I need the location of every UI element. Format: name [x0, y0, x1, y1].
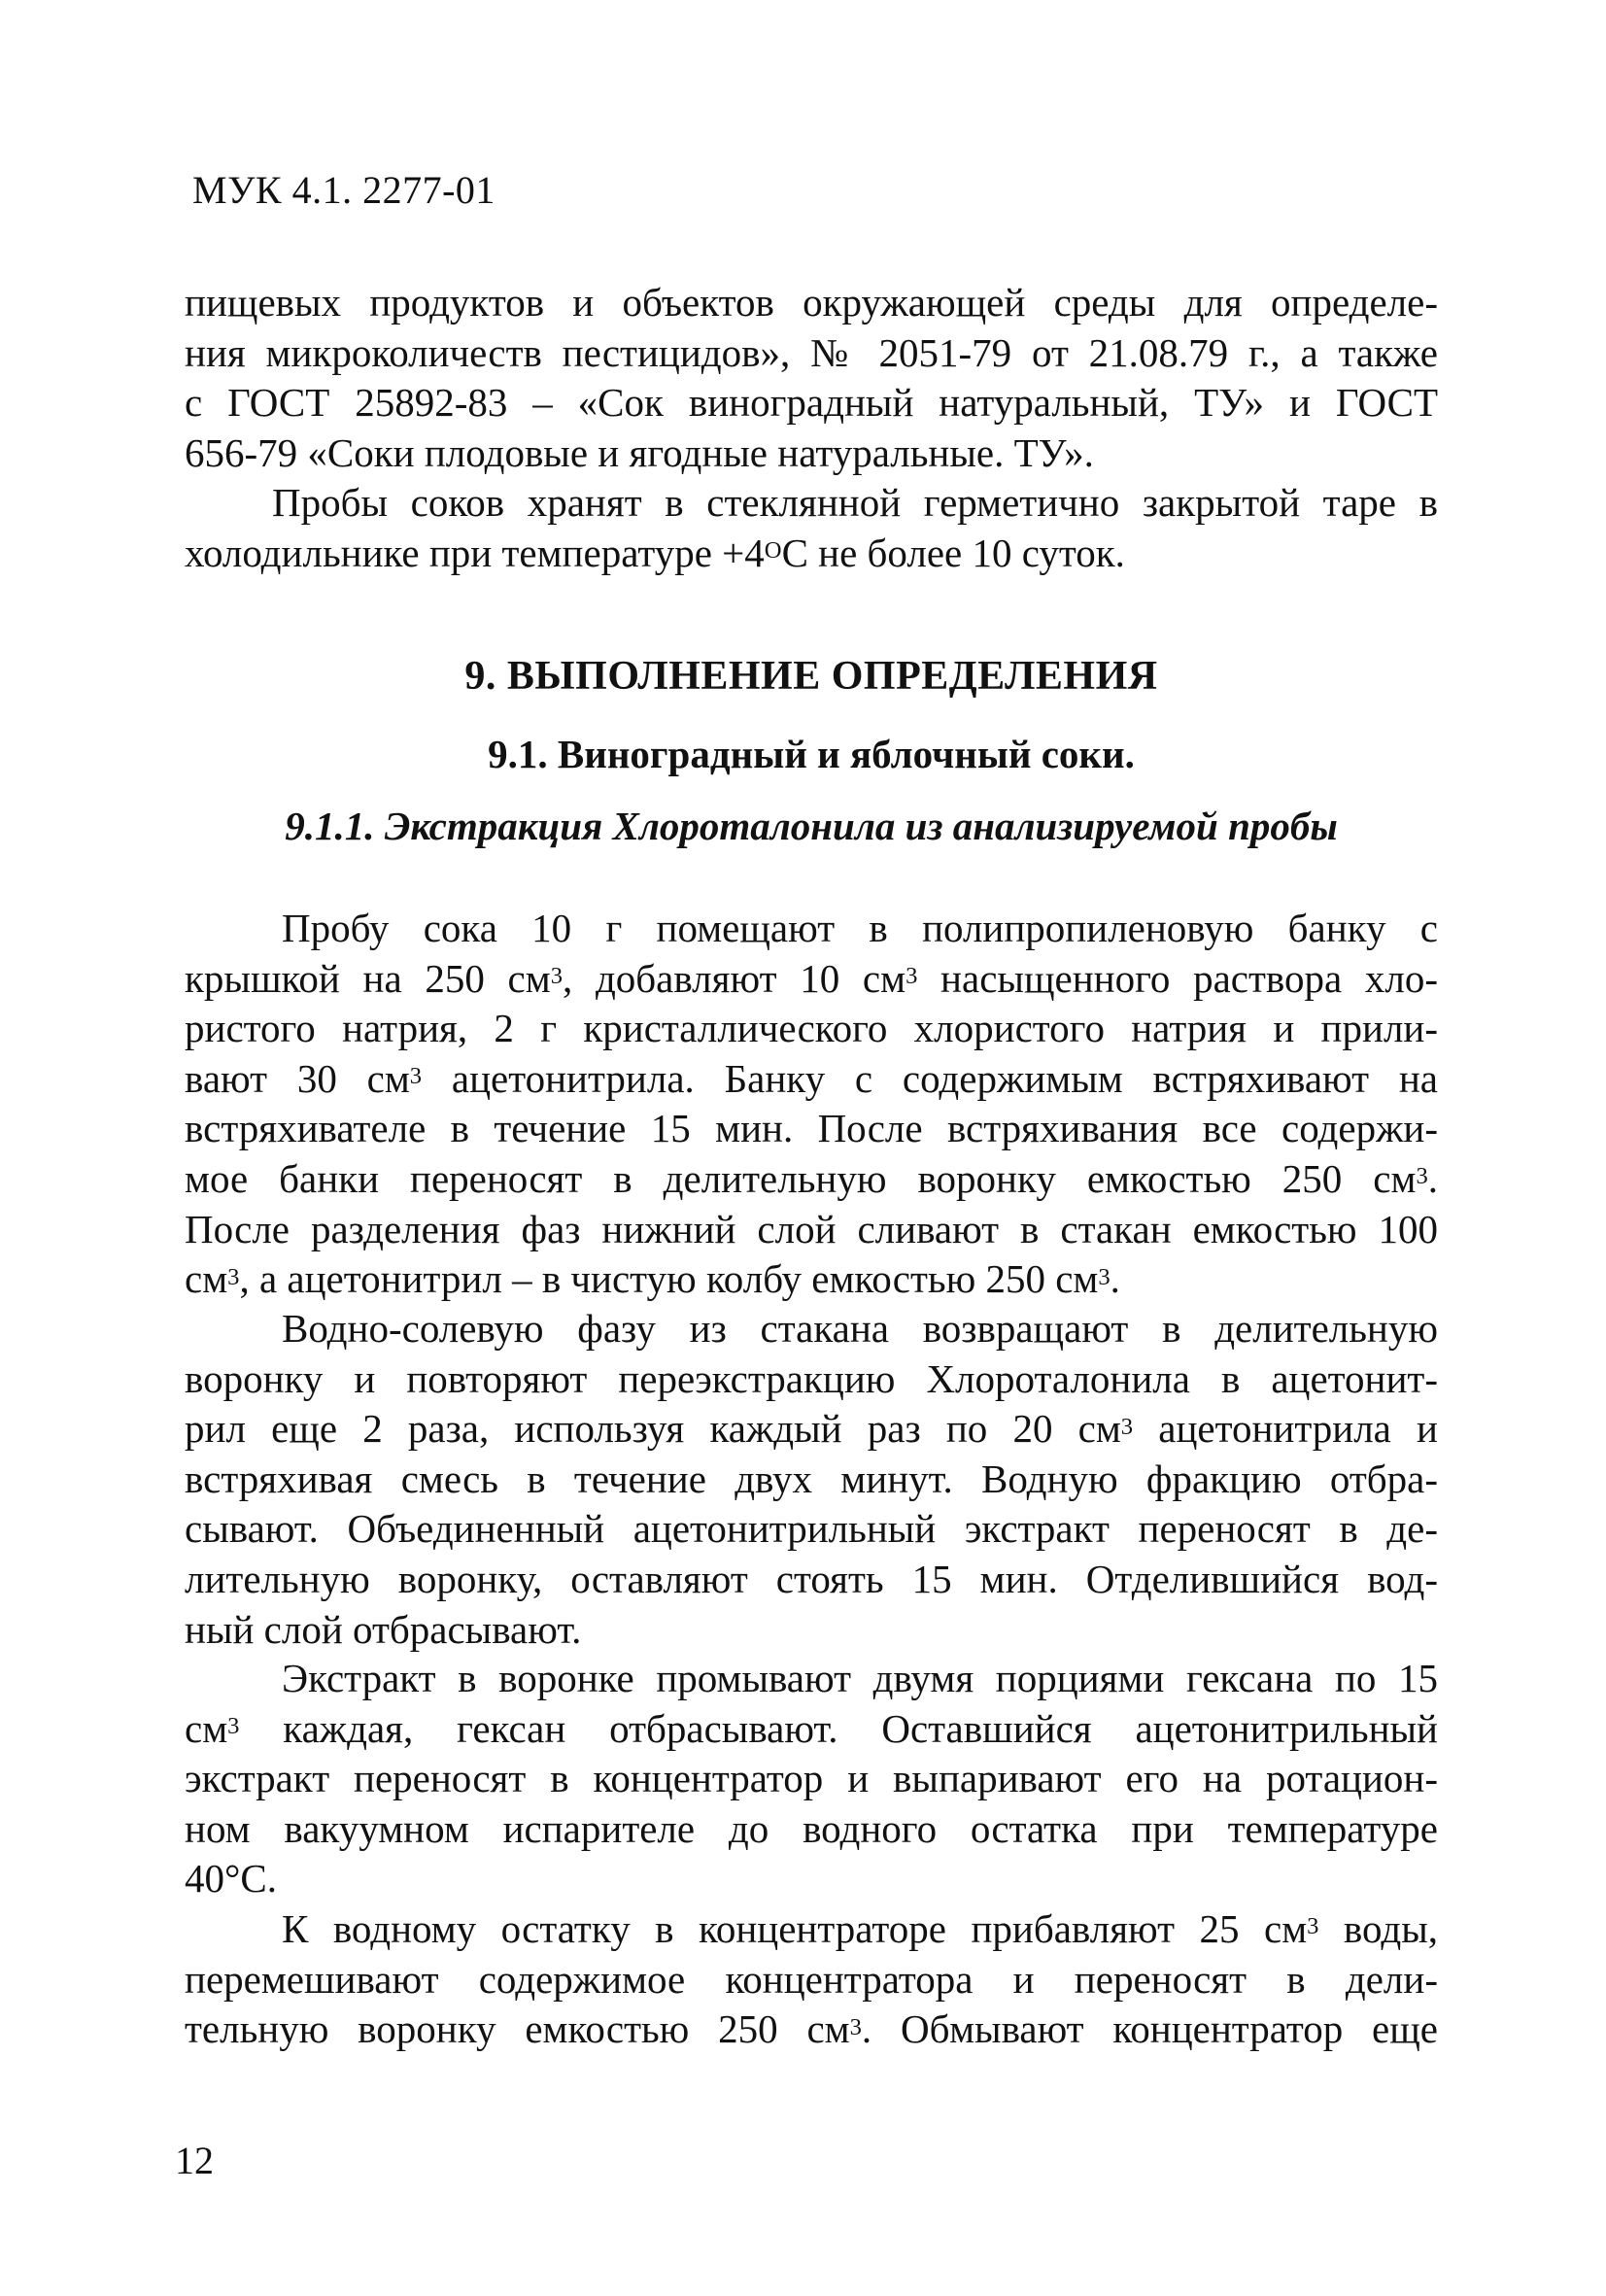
text-line: встряхивая смесь в течение двух минут. Водную фракцию отбра- — [185, 1456, 1438, 1501]
document-code: МУК 4.1. 2277-01 — [192, 168, 495, 212]
text-line: ном вакуумном испарителе до водного остатка при температуре — [185, 1805, 1438, 1851]
text-line: с ГОСТ 25892-83 – «Сок виноградный натуральный, ТУ» и ГОСТ — [185, 380, 1438, 426]
text-line: Пробу сока 10 г помещают в полипропиленовую банку с — [282, 906, 1438, 950]
text-line: экстракт переносят в концентратор и выпаривают его на ротацион- — [185, 1756, 1438, 1801]
text-line: ния микроколичеств пестицидов», № 2051-79 от 21.08.79 г., а также — [185, 329, 1438, 375]
subsection-heading: 9.1. Виноградный и яблочный соки. — [488, 732, 1135, 776]
page-number: 12 — [175, 2139, 214, 2182]
paragraph-extraction — [185, 904, 1438, 1305]
text-line: К водному остатку в концентраторе прибавляют 25 $см^3$ воды, — [282, 1906, 1438, 1951]
text-line: холодильнике при температуре $+4^ОС$ не более 10 суток. — [185, 530, 1125, 575]
superscript-degree: О — [764, 537, 782, 565]
text-line: После разделения фаз нижний слой сливают в стакан емкостью 100 — [185, 1206, 1438, 1251]
paragraph-washing — [185, 1654, 1438, 1904]
text-line: Водно-солевую фазу из стакана возвращают в делительную — [282, 1306, 1438, 1351]
text-line: сывают. Объединенный ацетонитрильный экстракт переносят в де- — [185, 1506, 1438, 1552]
section-heading: 9. ВЫПОЛНЕНИЕ ОПРЕДЕЛЕНИЯ — [464, 654, 1158, 699]
paragraph-residue — [185, 1904, 1438, 2055]
text-line: ристого натрия, 2 г кристаллического хлористого натрия и прили- — [185, 1006, 1438, 1051]
text-line: 40°С. — [185, 1856, 277, 1902]
text-line: мое банки переносят в делительную воронку емкостью 250 $см^3$. — [185, 1155, 1438, 1201]
text-line: $см^3$ каждая, гексан отбрасывают. Оставшийся ацетонитрильный — [185, 1705, 1438, 1751]
text-line: пищевых продуктов и объектов окружающей среды для определе- — [185, 280, 1438, 325]
text-line: крышкой на 250 $см^3$, добавляют 10 $см^3$ насыщенного раствора хло- — [185, 955, 1438, 1001]
text-line: ный слой отбрасывают. — [185, 1606, 582, 1652]
text-line: лительную воронку, оставляют стоять 15 мин. Отделившийся вод- — [185, 1556, 1438, 1601]
subsubsection-heading: 9.1.1. Экстракция Хлороталонила из анализируемой пробы — [285, 804, 1338, 848]
text-line: Пробы соков хранят в стеклянной герметично закрытой таре в — [272, 480, 1438, 526]
text-line: $см^3$, а ацетонитрил – в чистую колбу емкостью 250 $см^3$. — [185, 1256, 1120, 1302]
text-line: 656-79 «Соки плодовые и ягодные натуральные. ТУ». — [185, 429, 1094, 475]
intro-paragraph — [185, 278, 1438, 579]
text-line: вают 30 $см^3$ ацетонитрила. Банку с содержимым встряхивают на — [185, 1055, 1439, 1101]
text-line: перемешивают содержимое концентратора и переносят в дели- — [185, 1956, 1438, 2002]
text-line: воронку и повторяют переэкстракцию Хлороталонила в ацетонит- — [185, 1355, 1438, 1401]
text-line: Экстракт в воронке промывают двумя порциями гексана по 15 — [282, 1656, 1438, 1700]
text-line: тельную воронку емкостью 250 $см^3$. Обмывают концентратор еще — [185, 2006, 1439, 2052]
text-line: рил еще 2 раза, используя каждый раз по 20 $см^3$ ацетонитрила и — [185, 1406, 1438, 1452]
paragraph-reextraction — [185, 1304, 1438, 1655]
text-line: встряхивателе в течение 15 мин. После встряхивания все содержи- — [185, 1106, 1438, 1151]
